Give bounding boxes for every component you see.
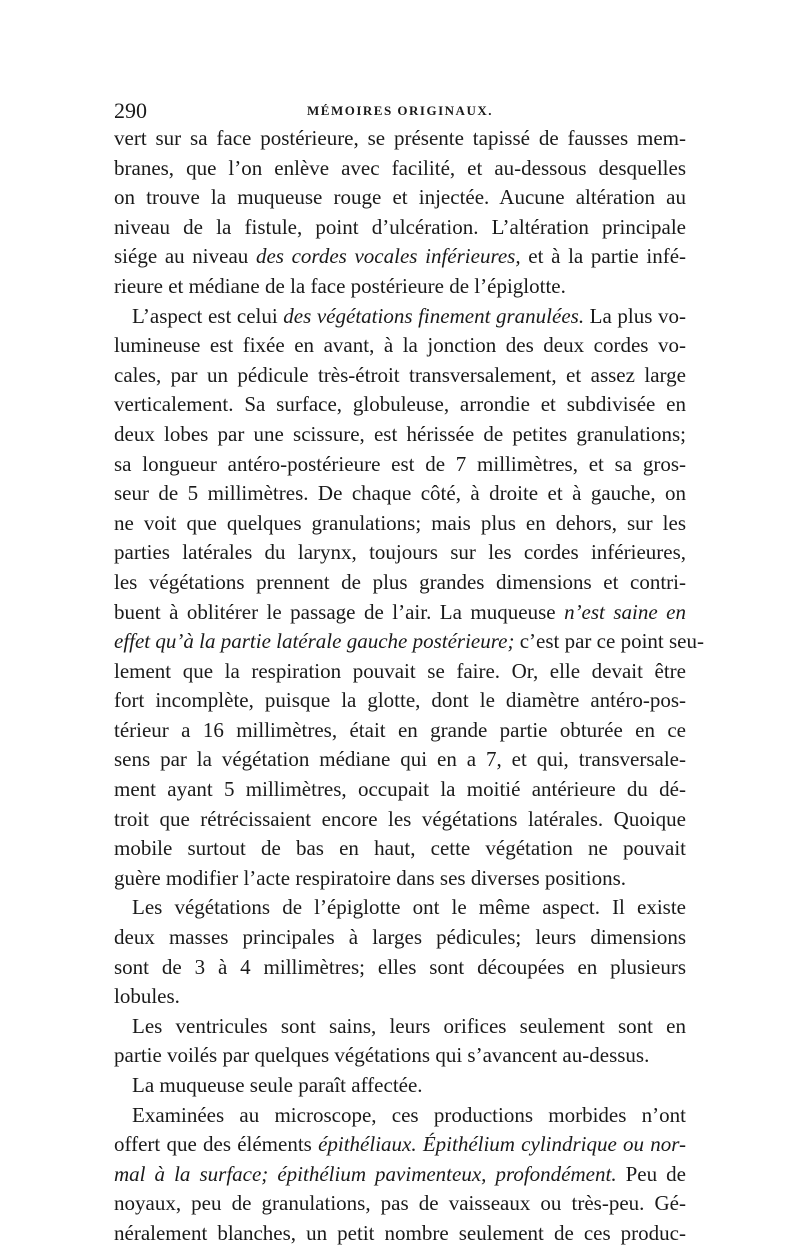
- text-line: lement que la respiration pouvait se faire. Or, elle devait être: [114, 658, 686, 683]
- text-line: on trouve la muqueuse rouge et injectée. Aucune altération au: [114, 185, 686, 210]
- text-line: sont de 3 à 4 millimètres; elles sont découpées en plusieurs: [114, 954, 686, 979]
- paragraph-start-line: Les végétations de l’épiglotte ont le même aspect. Il existe: [132, 895, 686, 920]
- text-line: sa longueur antéro-postérieure est de 7 millimètres, et sa gros-: [114, 451, 686, 476]
- paragraph-start-line: Les ventricules sont sains, leurs orifices seulement sont en: [132, 1013, 686, 1038]
- text-line: cales, par un pédicule très-étroit transversalement, et assez large: [114, 362, 686, 387]
- text-line: fort incomplète, puisque la glotte, dont le diamètre antéro-pos-: [114, 688, 686, 713]
- text-line: buent à oblitérer le passage de l’air. La muqueuse n’est saine en: [114, 599, 686, 624]
- text-line: deux masses principales à larges pédicules; leurs dimensions: [114, 925, 686, 950]
- text-line: parties latérales du larynx, toujours sur les cordes inférieures,: [114, 540, 686, 565]
- italic-phrase: épithéliaux. Épithélium cylindrique ou nor-: [318, 1132, 686, 1157]
- text-line: partie voilés par quelques végétations qui s’avancent au-dessus.: [114, 1043, 650, 1068]
- text-line: noyaux, peu de granulations, pas de vaisseaux ou très-peu. Gé-: [114, 1191, 686, 1216]
- text-line: néralement blanches, un petit nombre seulement de ces produc-: [114, 1220, 686, 1245]
- text-line: ne voit que quelques granulations; mais plus en dehors, sur les: [114, 510, 686, 535]
- text-line: sens par la végétation médiane qui en a 7, et qui, transversale-: [114, 747, 686, 772]
- text-line: siége au niveau des cordes vocales inférieures, et à la partie infé-: [114, 244, 687, 269]
- text-line: mobile surtout de bas en haut, cette végétation ne pouvait: [114, 836, 686, 861]
- paragraph-start-line: La muqueuse seule paraît affectée.: [132, 1073, 423, 1097]
- text-line: troit que rétrécissaient encore les végétations latérales. Quoique: [114, 806, 686, 831]
- text-line: lumineuse est fixée en avant, à la jonction des deux cordes vo-: [114, 333, 686, 358]
- text-line: offert que des éléments épithéliaux. Épithélium cylindrique ou nor-: [114, 1132, 686, 1157]
- text-line: guère modifier l’acte respiratoire dans ses diverses positions.: [114, 865, 627, 890]
- text-line: ment ayant 5 millimètres, occupait la moitié antérieure du dé-: [114, 777, 686, 802]
- text-line: les végétations prennent de plus grandes dimensions et contri-: [114, 569, 686, 594]
- italic-phrase: n’est saine en: [564, 599, 686, 624]
- text-line: verticalement. Sa surface, globuleuse, arrondie et subdivisée en: [114, 392, 686, 417]
- text-line: rieure et médiane de la face postérieure de l’épiglotte.: [114, 273, 566, 298]
- italic-phrase: des végétations finement granulées.: [283, 303, 585, 328]
- text-line: mal à la surface; épithélium pavimenteux, profondément. Peu de: [114, 1161, 686, 1186]
- text-line: niveau de la fistule, point d’ulcération. L’altération principale: [114, 214, 686, 239]
- body-text: [114, 124, 704, 1249]
- text-line: térieur a 16 millimètres, était en grande partie obturée en ce: [114, 717, 686, 742]
- text-line: branes, que l’on enlève avec facilité, et au-dessous desquelles: [114, 155, 686, 180]
- paragraph-start-line: L’aspect est celui des végétations finement granulées. La plus vo-: [132, 303, 686, 328]
- running-title: MÉMOIRES ORIGINAUX.: [307, 103, 493, 118]
- page-header: [114, 96, 686, 126]
- italic-phrase: effet qu’à la partie latérale gauche postérieure;: [114, 629, 515, 654]
- text-line: lobules.: [114, 984, 180, 1009]
- text-line: vert sur sa face postérieure, se présente tapissé de fausses mem-: [114, 126, 686, 150]
- text-line: deux lobes par une scissure, est hérissée de petites granulations;: [114, 421, 686, 446]
- paragraph-start-line: Examinées au microscope, ces productions morbides n’ont: [132, 1102, 686, 1127]
- text-line: effet qu’à la partie latérale gauche postérieure; c’est par ce point seu-: [114, 629, 704, 654]
- italic-phrase: mal à la surface; épithélium pavimenteux, profondément.: [114, 1161, 617, 1186]
- text-line: seur de 5 millimètres. De chaque côté, à droite et à gauche, on: [114, 481, 686, 506]
- page-number: 290: [114, 98, 147, 123]
- italic-phrase: des cordes vocales inférieures,: [255, 244, 521, 269]
